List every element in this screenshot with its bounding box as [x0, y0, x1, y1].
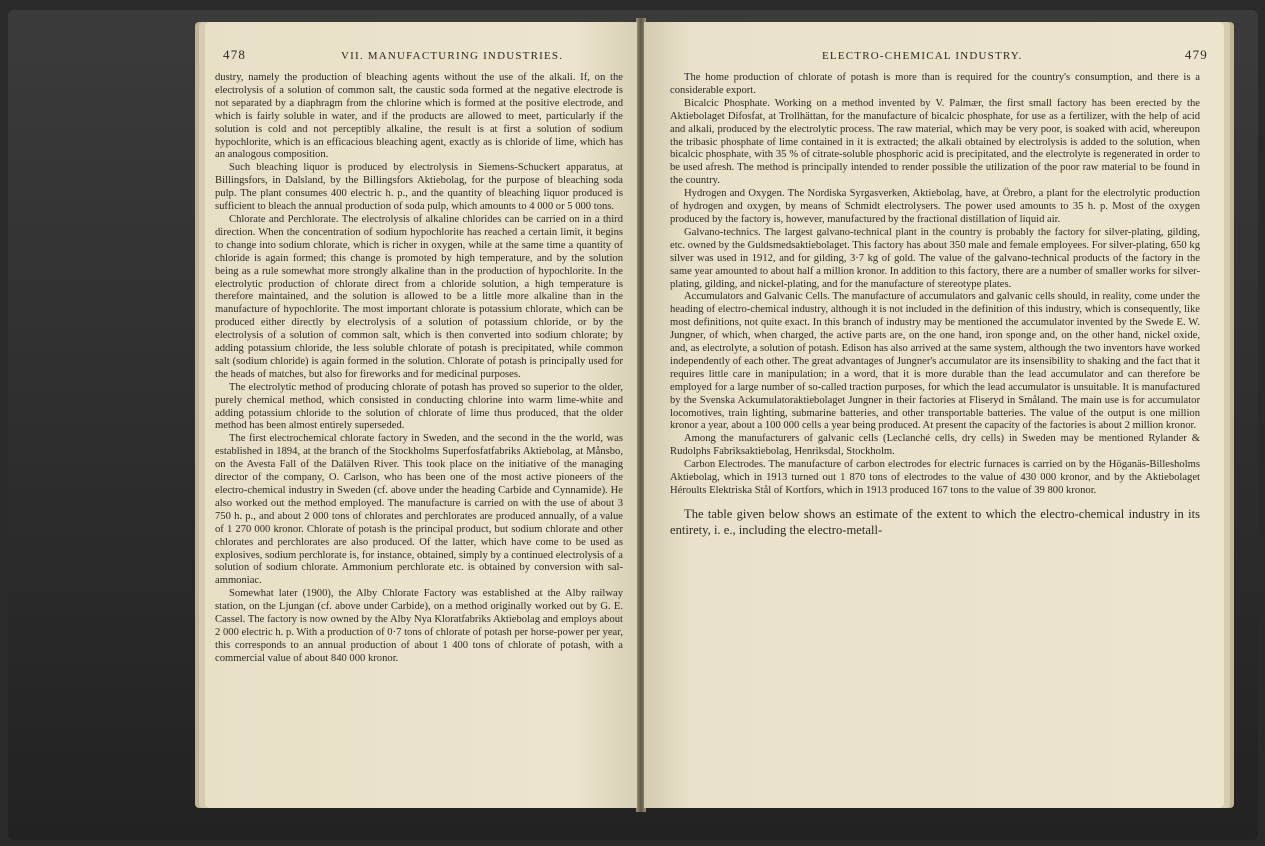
paragraph: Chlorate and Perchlorate. The electrolysis of alkaline chlorides can be carried on in a third direction. When the concentration of sodium hypochlorite has reached a certain limit, it begins to change into sodium chlorate, which is richer in oxygen, while at the same time a quantity of chloride is again formed; this change is promoted by high temperature, and by the solution being as a rule somewhat more strongly alkaline than in the production of hypochlorite. In the electrolytic production of chlorate direct from a chloride solution, a high temperature is therefore maintained, and the solution is allowed to be a little more alkaline than in the manufacture of hypochlorite. The most important chlorate is potassium chlorate, which can be produced either directly by electrolysis of a solution of potassium chloride, or by the electrolysis of a solution of common salt, which is then converted into sodium chlorate; by adding potassium chloride, the less soluble chlorate of potash is precipitated, while common salt (sodium chloride) is again formed in the solution. Chlorate of potash is principally used for the heads of matches, but also for fireworks and for medicinal purposes. — [215, 213, 623, 380]
right-page — [644, 22, 1224, 808]
paragraph: Among the manufacturers of galvanic cells (Leclanché cells, dry cells) in Sweden may be mentioned Rylander & Rudolphs Fabriksaktiebolag, Henriksdal, Stockholm. — [670, 433, 1200, 458]
paragraph: Somewhat later (1900), the Alby Chlorate Factory was established at the Alby railway station, on the Ljungan (cf. above under Carbide), on a method originally worked out by G. E. Cassel. The factory is now owned by the Alby Nya Kloratfabriks Aktiebolag and employs about 2 000 electric h. p. With a production of 0·7 tons of chlorate of potash per horse-power per year, this corresponds to an annual production of about 1 400 tons of chlorate of potash, with a commercial value of about 840 000 kronor. — [215, 588, 623, 664]
left-page-body — [215, 72, 623, 666]
paragraph: Bicalcic Phosphate. Working on a method invented by V. Palmær, the first small factory has been erected by the Aktiebolaget Difosfat, at Trollhättan, for the manufacture of bicalcic phosphate, for use as a fertilizer, with the help of acid and alkali, produced by the electrolytic process. The raw material, which may be very poor, is soaked with acid, whereupon the tribasic phosphate of lime contained in it is extracted; the alkali obtained by electrolysis is added to the solution, when bicalcic phosphate, with 35 % of citrate-soluble phosphoric acid is precipitated, and the electrolyte is regenerated in order to be used afresh. The method is principally intended to render possible the utilization of the poor raw material to be found in the country. — [670, 97, 1200, 187]
paragraph: The home production of chlorate of potash is more than is required for the country's consumption, and there is a considerable export. — [670, 72, 1200, 96]
paragraph: The first electrochemical chlorate factory in Sweden, and the second in the the world, was established in 1894, at the branch of the Stockholms Superfosfatfabriks Aktiebolag, at Månsbo, on the Avesta Fall of the Dalälven River. This took place on the initiative of the managing director of the company, O. Carlson, who has been one of the most active pioneers of the electro-chemical industry in Sweden (cf. above under the heading Carbide and Cynnamide). He also worked out the method employed. The manufacture is carried on with the use of about 3 750 h. p., and about 2 000 tons of chlorates and perchlorates are produced annually, of a value of 1 270 000 kronor. Chlorate of potash is the principal product, but sodium chlorate and other chlorates and perchlorates are also produced. Of the latter, which have come to be used as explosives, sodium perchlorate is, for instance, obtained, simply by a continued electrolysis of a solution of sodium chlorate. Ammonium perchlorate etc. is obtained by conversion with sal-ammoniac. — [215, 433, 623, 587]
paragraph: The electrolytic method of producing chlorate of potash has proved so superior to the older, purely chemical method, which consisted in conducting chlorine into warm lime-white and adding potassium chloride to the solution of chlorate of lime thus produced, that the older method has been almost entirely superseded. — [215, 381, 623, 432]
paragraph: Hydrogen and Oxygen. The Nordiska Syrgasverken, Aktiebolag, have, at Örebro, a plant for the electrolytic production of hydrogen and oxygen, by means of Schmidt electrolysers. The power used amounts to 35 h. p. Most of the oxygen produced by the factory is, however, manufactured by the fractional distillation of liquid air. — [670, 188, 1200, 225]
page-number-left: 478 — [223, 47, 247, 62]
left-page — [205, 22, 637, 808]
paragraph: Galvano-technics. The largest galvano-technical plant in the country is probably the factory for silver-plating, gilding, etc. owned by the Guldsmedsaktiebolaget. This factory has about 350 male and female employees. For silver-plating, 650 kg silver was used in 1912, and for gilding, 3·7 kg of gold. The value of the galvano-technical products of the factory in the same year amounted to about half a million kronor. In addition to this factory, there are a number of smaller works for silver-plating, gilding, and nickel-plating, and for the manufacture of stereotype plates. — [670, 226, 1200, 290]
paragraph: dustry, namely the production of bleaching agents without the use of the alkali. If, on the electrolysis of a solution of common salt, the caustic soda formed at the negative electrode is not separated by a diaphragm from the chlorine which is formed at the positive electrode, and which is fairly soluble in water, and if the products are allowed to meet, particularly if the solution is cold and not perceptibly alkaline, the result is at first a solution of sodium hypochlorite, which is an efficacious bleaching agent, exactly as is chloride of lime, which has an analogous composition. — [215, 72, 623, 161]
closing-paragraph: The table given below shows an estimate of the extent to which the electro-chemical industry in its entirety, i. e., including the electro-metall- — [670, 506, 1200, 537]
paragraph: Accumulators and Galvanic Cells. The manufacture of accumulators and galvanic cells should, in reality, come under the heading of electro-chemical industry, although it is not included in the definition of this industry, which is consequently, like most definitions, not quite exact. In this branch of industry may be mentioned the accumulator invented by the Swede E. W. Jungner, of which, when charged, the active parts are, on the one hand, iron sponge and, on the other hand, nickel oxide, and, as electrolyte, a solution of potash. Edison has also arrived at the same system, although the two inventors have worked independently of each other. The great advantages of Jungner's accumulator are its insensibility to shaking and the fact that it requires little care in manipulation; in a word, that it is more durable than the lead accumulator and can therefore be employed for a large number of so-called traction purposes, for which the lead accumulator is unsuitable. It is manufactured by the Svenska Ackumulatoraktiebolaget Jungner in their factories at Fliseryd in Småland. The main use is for accumulator locomotives, train lighting, submarine batteries, and other transportable batteries. The value of the output is one million kronor a year, about a 100 000 cells a year being produced. At present the capacity of the factories is about 2 million kronor. — [670, 291, 1200, 432]
page-number-right: 479 — [1184, 47, 1208, 62]
closing-text-block — [670, 506, 1200, 538]
paragraph: Carbon Electrodes. The manufacture of carbon electrodes for electric furnaces is carried on by the Höganäs-Billesholms Aktiebolag, which in 1913 turned out 1 870 tons of electrodes to the value of 430 000 kronor, and by the Aktiebolaget Héroults Elektriska Stål of Kortfors, which in 1913 produced 167 tons to the value of 39 800 kronor. — [670, 459, 1200, 496]
running-head-right: ELECTRO-CHEMICAL INDUSTRY. — [822, 50, 1023, 62]
paragraph: Such bleaching liquor is produced by electrolysis in Siemens-Schuckert apparatus, at Billingsfors, in Dalsland, by the Billingsfors Aktiebolag, for the purpose of bleaching soda pulp. The plant consumes 400 electric h. p., and the quantity of bleaching liquor produced is sufficient to bleach the annual production of soda pulp, which amounts to 4 000 or 5 000 tons. — [215, 162, 623, 213]
running-head-left: VII. MANUFACTURING INDUSTRIES. — [341, 50, 564, 62]
right-page-body — [670, 72, 1200, 538]
